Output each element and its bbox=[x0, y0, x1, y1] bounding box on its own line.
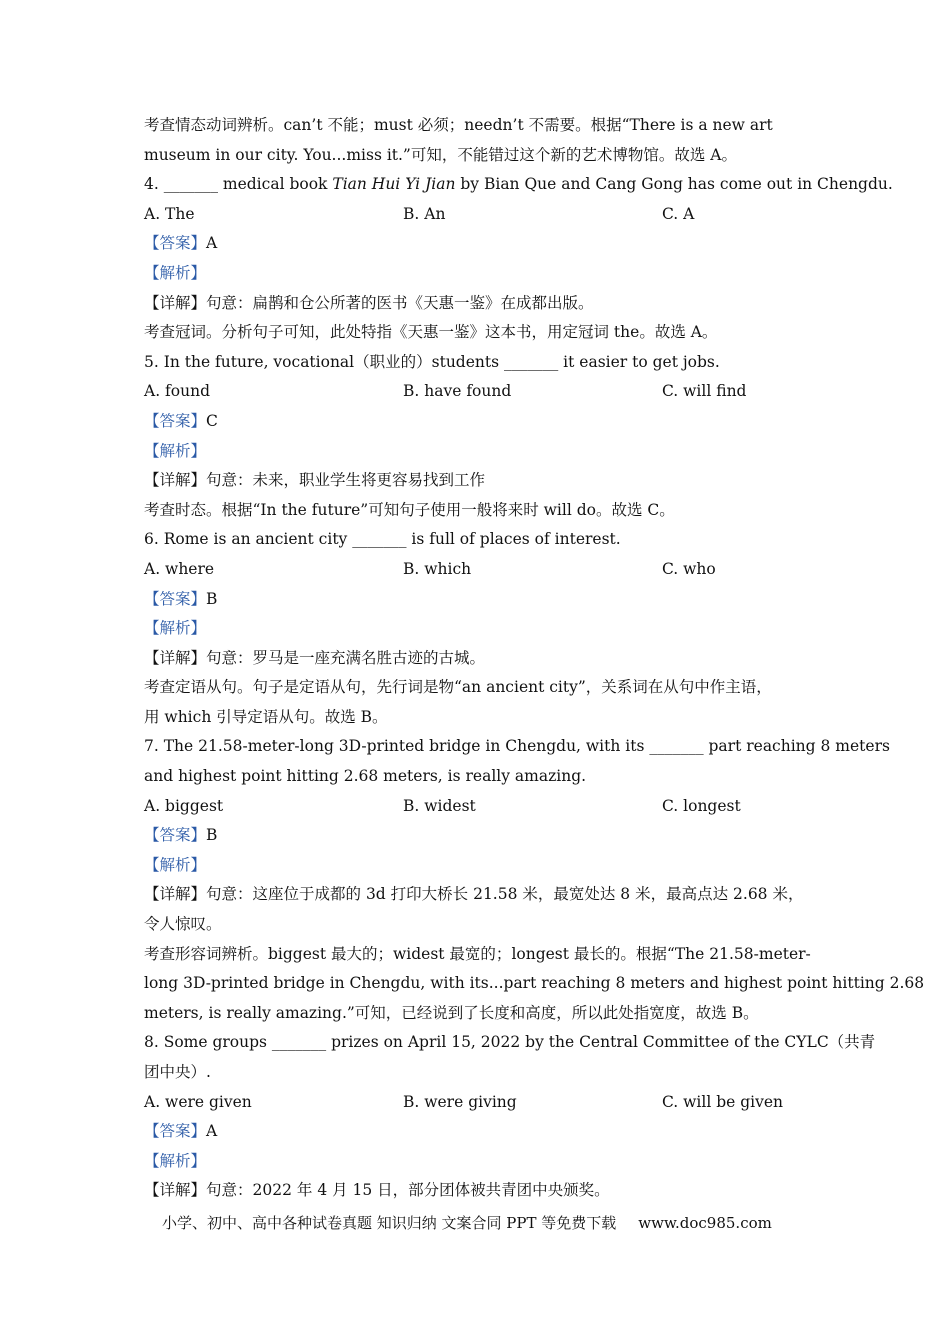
question-7-stem-2: and highest point hitting 2.68 meters, is really amazing. bbox=[144, 767, 587, 786]
question-6-stem: 6. Rome is an ancient city _______ is full of places of interest. bbox=[144, 530, 621, 549]
q8-detail-text: 句意：2022 年 4 月 15 日，部分团体被共青团中央颁奖。 bbox=[206, 1181, 610, 1200]
q7-analysis-label: 【解析】 bbox=[144, 855, 207, 874]
q7-explain-2: long 3D-printed bridge in Chengdu, with its...part reaching 8 meters and highest point hitting 2.68 bbox=[144, 974, 925, 993]
q5-analysis-label: 【解析】 bbox=[144, 441, 207, 460]
question-8-options bbox=[144, 1088, 814, 1118]
answer-label: 【答案】 bbox=[144, 411, 207, 430]
q6-explain-2: 用 which 引导定语从句。故选 B。 bbox=[144, 707, 388, 726]
q7-option-b: B. widest bbox=[403, 796, 476, 815]
q6-detail-text: 句意：罗马是一座充满名胜古迹的古城。 bbox=[206, 648, 486, 667]
q5-detail bbox=[144, 466, 814, 496]
q7-answer-value: B bbox=[206, 826, 218, 845]
question-8-stem-1: 8. Some groups _______ prizes on April 15, 2022 by the Central Committee of the CYLC（共青 bbox=[144, 1033, 876, 1052]
q4-option-c: C. A bbox=[662, 204, 695, 223]
q7-explain-3: meters, is really amazing.”可知，已经说到了长度和高度，所以此处指宽度，故选 B。 bbox=[144, 1003, 759, 1022]
q5-option-b: B. have found bbox=[403, 382, 512, 401]
intro-line-1: 考查情态动词辨析。can’t 不能；must 必须；needn’t 不需要。根据“There is a new art bbox=[144, 116, 773, 134]
detail-label: 【详解】 bbox=[144, 471, 207, 490]
q4-option-b: B. An bbox=[403, 204, 446, 223]
q4-detail-text: 句意：扁鹊和仓公所著的医书《天惠一鉴》在成都出版。 bbox=[206, 293, 594, 312]
q4-explain: 考查冠词。分析句子可知，此处特指《天惠一鉴》这本书，用定冠词 the。故选 A。 bbox=[144, 323, 718, 342]
q7-detail-2: 令人惊叹。 bbox=[144, 915, 222, 934]
answer-label: 【答案】 bbox=[144, 234, 207, 253]
detail-label: 【详解】 bbox=[144, 1181, 207, 1200]
q8-analysis-label: 【解析】 bbox=[144, 1151, 207, 1170]
q4-answer-value: A bbox=[206, 234, 218, 253]
document-body bbox=[144, 111, 925, 1206]
q6-option-c: C. who bbox=[662, 559, 716, 578]
question-5-stem: 5. In the future, vocational（职业的）students _______ it easier to get jobs. bbox=[144, 352, 720, 371]
answer-label: 【答案】 bbox=[144, 589, 207, 608]
q4-book-title: Tian Hui Yi Jian bbox=[332, 175, 456, 194]
question-5-options bbox=[144, 377, 814, 407]
q7-detail-1 bbox=[144, 880, 814, 910]
q4-stem-post: by Bian Que and Cang Gong has come out in Chengdu. bbox=[455, 175, 893, 194]
q4-stem-pre: 4. _______ medical book bbox=[144, 175, 333, 194]
q4-answer bbox=[144, 229, 814, 259]
q6-answer-value: B bbox=[206, 589, 218, 608]
q7-option-a: A. biggest bbox=[144, 796, 224, 815]
detail-label: 【详解】 bbox=[144, 648, 207, 667]
q8-option-a: A. were given bbox=[144, 1092, 252, 1111]
q6-analysis-label: 【解析】 bbox=[144, 619, 207, 638]
q5-option-a: A. found bbox=[144, 382, 211, 401]
question-7-stem-1: 7. The 21.58-meter-long 3D-printed bridge in Chengdu, with its _______ part reaching 8 meters bbox=[144, 737, 890, 756]
q7-option-c: C. longest bbox=[662, 796, 741, 815]
detail-label: 【详解】 bbox=[144, 885, 207, 904]
q6-answer bbox=[144, 585, 814, 615]
q5-option-c: C. will find bbox=[662, 382, 747, 401]
footer-text: 小学、初中、高中各种试卷真题 知识归纳 文案合同 PPT 等免费下载 bbox=[162, 1214, 617, 1232]
question-4-options bbox=[144, 200, 814, 230]
q8-option-b: B. were giving bbox=[403, 1092, 517, 1111]
intro-line-2: museum in our city. You...miss it.”可知，不能错过这个新的艺术博物馆。故选 A。 bbox=[144, 145, 737, 164]
q7-answer bbox=[144, 821, 814, 851]
question-7-options bbox=[144, 792, 814, 822]
q8-option-c: C. will be given bbox=[662, 1092, 784, 1111]
question-4-stem bbox=[144, 170, 893, 200]
q7-detail-text: 句意：这座位于成都的 3d 打印大桥长 21.58 米，最宽处达 8 米，最高点达 2.68 米， bbox=[206, 885, 804, 904]
answer-label: 【答案】 bbox=[144, 1122, 207, 1141]
q6-option-b: B. which bbox=[403, 559, 472, 578]
q5-answer-value: C bbox=[206, 411, 218, 430]
q4-option-a: A. The bbox=[144, 204, 195, 223]
q6-detail bbox=[144, 644, 814, 674]
q8-answer bbox=[144, 1117, 814, 1147]
page-footer bbox=[162, 1212, 772, 1233]
detail-label: 【详解】 bbox=[144, 293, 207, 312]
q5-detail-text: 句意：未来，职业学生将更容易找到工作 bbox=[206, 471, 486, 490]
q6-explain-1: 考查定语从句。句子是定语从句，先行词是物“an ancient city”，关系词在从句中作主语， bbox=[144, 678, 772, 697]
q6-option-a: A. where bbox=[144, 559, 215, 578]
q4-detail bbox=[144, 289, 814, 319]
q7-explain-1: 考查形容词辨析。biggest 最大的；widest 最宽的；longest 最长的。根据“The 21.58-meter- bbox=[144, 944, 811, 963]
q5-explain: 考查时态。根据“In the future”可知句子使用一般将来时 will do。故选 C。 bbox=[144, 500, 675, 519]
footer-url[interactable]: www.doc985.com bbox=[638, 1214, 772, 1232]
answer-label: 【答案】 bbox=[144, 826, 207, 845]
q4-analysis-label: 【解析】 bbox=[144, 263, 207, 282]
q8-detail bbox=[144, 1176, 814, 1206]
q8-answer-value: A bbox=[206, 1122, 218, 1141]
q5-answer bbox=[144, 407, 814, 437]
question-6-options bbox=[144, 555, 814, 585]
question-8-stem-2: 团中央）. bbox=[144, 1063, 211, 1081]
